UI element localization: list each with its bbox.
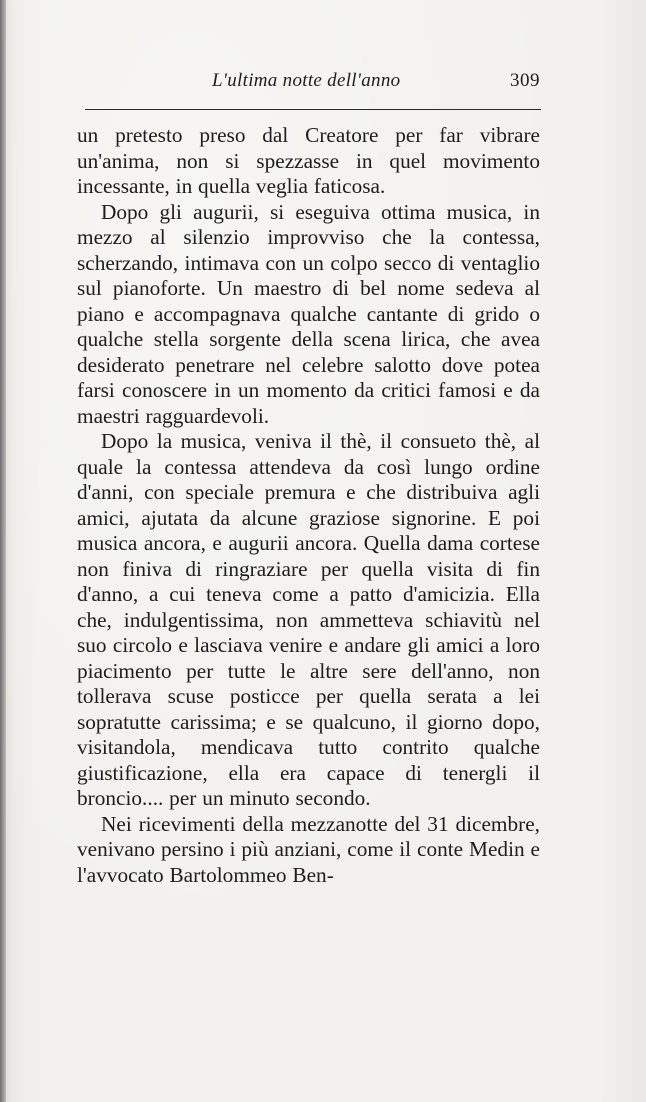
running-title: L'ultima notte dell'anno bbox=[212, 70, 401, 91]
paragraph-1: un pretesto preso dal Creatore per far vibrare un'anima, non si spezzasse in quel movimento incessante, in quella veglia faticosa. bbox=[77, 123, 540, 198]
paragraph-4: Nei ricevimenti della mezzanotte del 31 dicembre, venivano persino i più anziani, come il conte Medin e l'avvocato Bartolommeo Ben- bbox=[77, 811, 540, 887]
header-rule bbox=[85, 109, 541, 110]
paragraph-2: Dopo gli augurii, si eseguiva ottima musica, in mezzo al silenzio improvviso che la contessa, scherzando, intimava con un colpo secco di ventaglio sul pianoforte. Un maestro di bel nome sedeva al piano e accompagnava qualche cantante di grido o qualche stella sorgente della scena lirica, che avea desiderato penetrare nel celebre salotto dove potea farsi conoscere in un momento da critici famosi e da maestri ragguardevoli. bbox=[77, 199, 540, 428]
book-spine-shadow bbox=[0, 0, 6, 1102]
page-number: 309 bbox=[510, 70, 540, 91]
paragraph-3: Dopo la musica, veniva il thè, il consueto thè, al quale la contessa attendeva da così lungo ordine d'anni, con speciale premura e che distribuiva agli amici, ajutata da alcune graziose signorine. E poi musica ancora, e augurii ancora. Quella dama cortese non finiva di ringraziare per quella visita di fin d'anno, a cui teneva come a patto d'amicizia. Ella che, indulgentissima, non ammetteva schiavitù nel suo circolo e lasciava venire e andare gli amici a loro piacimento per tutte le altre sere dell'anno, non tollerava scuse posticce per quella serata a lei sopratutte carissima; e se qualcuno, il giorno dopo, visitandola, mendicava tutto contrito qualche giustificazione, ella era capace di tenergli il broncio.... per un minuto secondo. bbox=[77, 429, 540, 810]
page-header bbox=[80, 70, 540, 98]
body-text bbox=[77, 123, 540, 888]
